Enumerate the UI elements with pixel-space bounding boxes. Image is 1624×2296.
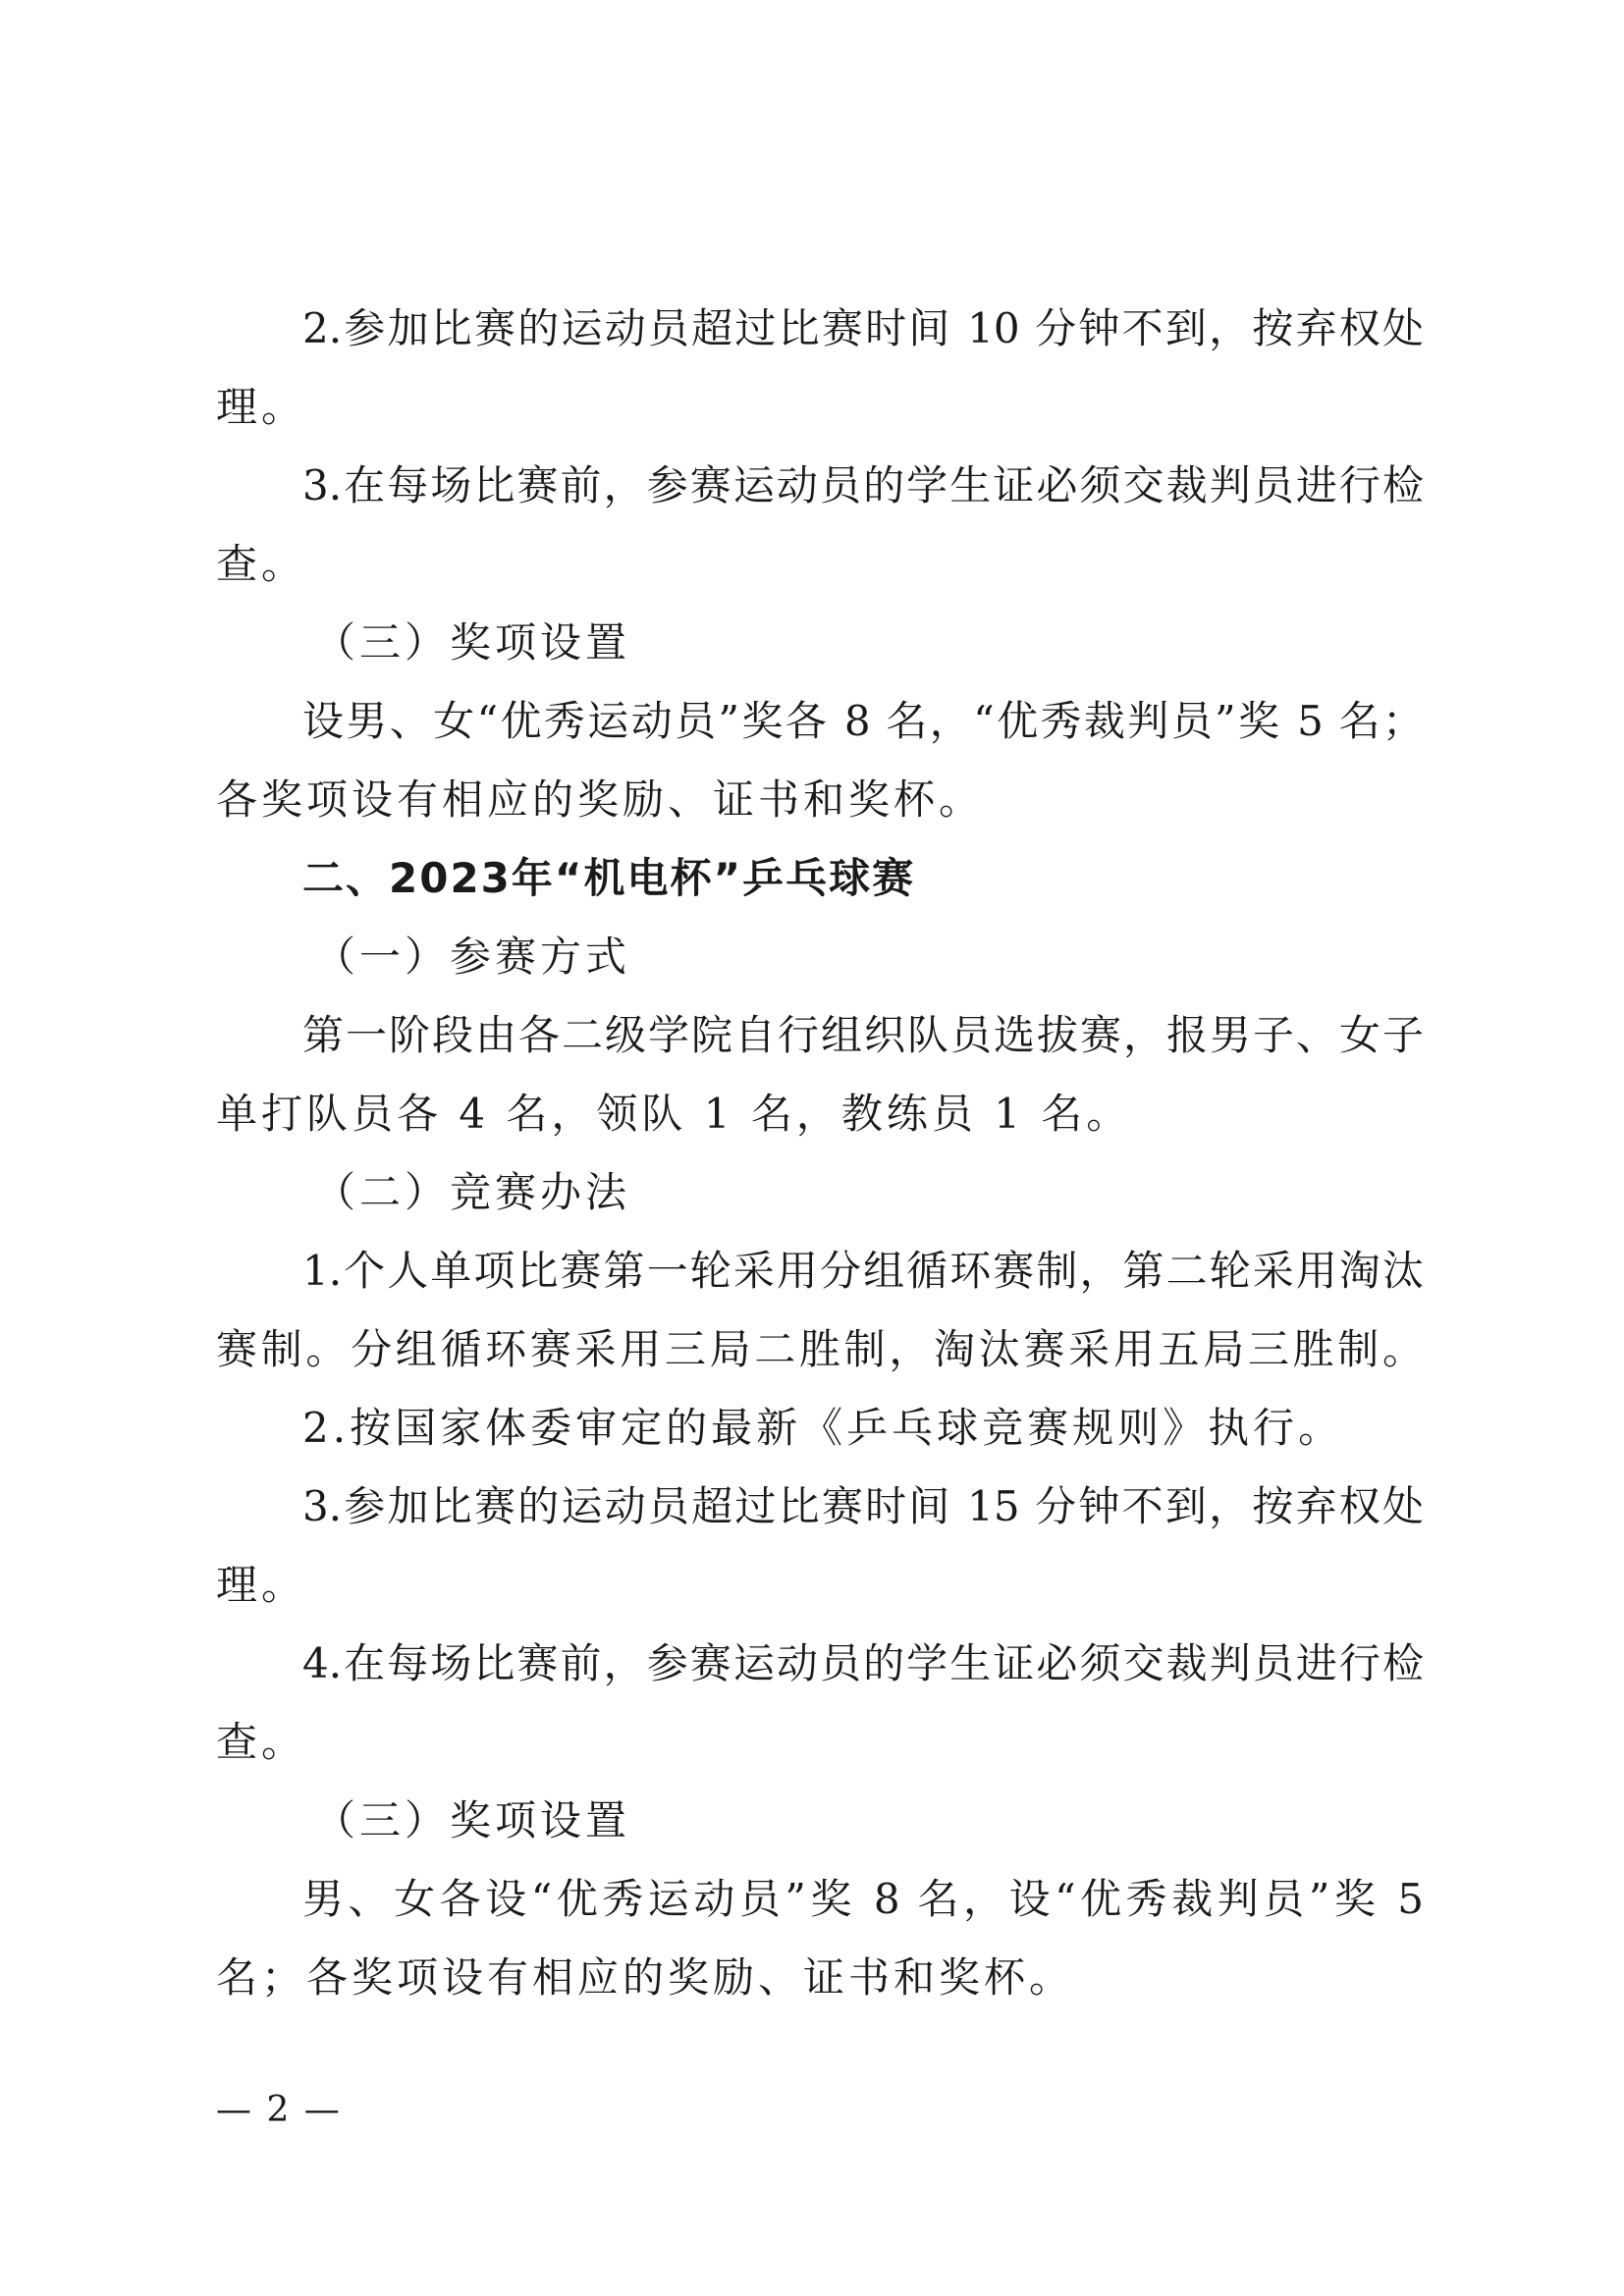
document-body [216,290,1424,2017]
awards-paragraph-line-1: 设男、女“优秀运动员”奖各 8 名，“优秀裁判员”奖 5 名； [302,697,1424,745]
participation-paragraph-line-1: 第一阶段由各二级学院自行组织队员选拔赛，报男子、女子 [302,1011,1424,1059]
awards-2-paragraph-line-1: 男、女各设“优秀运动员”奖 8 名，设“优秀裁判员”奖 5 [302,1875,1424,1923]
method-item-4-line-1: 4.在每场比赛前，参赛运动员的学生证必须交裁判员进行检 [302,1639,1424,1687]
method-item-3-line-2: 理。 [216,1561,307,1609]
awards-2-paragraph-line-2: 名；各奖项设有相应的奖励、证书和奖杯。 [216,1953,1075,2002]
method-item-2: 2.按国家体委审定的最新《乒乓球竞赛规则》执行。 [302,1404,1344,1452]
method-item-1-line-1: 1.个人单项比赛第一轮采用分组循环赛制，第二轮采用淘汰 [302,1247,1424,1295]
section-heading-participation: （一）参赛方式 [314,933,631,981]
section-title-table-tennis: 二、2023年“机电杯”乒乓球赛 [302,854,916,902]
section-heading-awards-2: （三）奖项设置 [314,1796,631,1844]
rule-item-2-line-2: 理。 [216,383,307,431]
rule-item-2-line-1: 2.参加比赛的运动员超过比赛时间 10 分钟不到，按弃权处 [302,304,1424,352]
page-number: — 2 — [216,2090,342,2130]
participation-paragraph-line-2: 单打队员各 4 名，领队 1 名，教练员 1 名。 [216,1090,1132,1138]
awards-paragraph-line-2: 各奖项设有相应的奖励、证书和奖杯。 [216,775,985,824]
rule-item-3-line-1: 3.在每场比赛前，参赛运动员的学生证必须交裁判员进行检 [302,461,1424,509]
rule-item-3-line-2: 查。 [216,540,307,588]
method-item-1-line-2: 赛制。分组循环赛采用三局二胜制，淘汰赛采用五局三胜制。 [216,1325,1424,1373]
section-heading-competition-method: （二）竞赛办法 [314,1168,631,1216]
method-item-3-line-1: 3.参加比赛的运动员超过比赛时间 15 分钟不到，按弃权处 [302,1482,1424,1530]
method-item-4-line-2: 查。 [216,1718,307,1766]
section-heading-awards: （三）奖项设置 [314,618,631,667]
